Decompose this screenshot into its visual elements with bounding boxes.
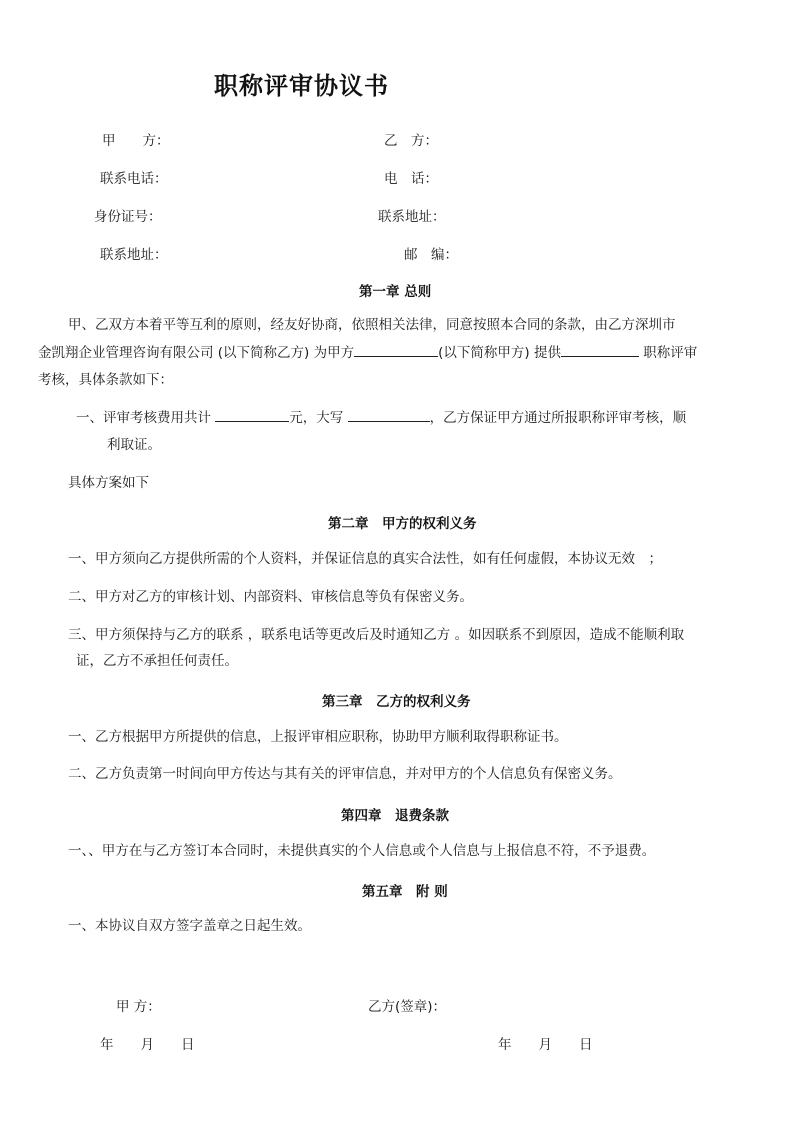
- chapter1-line2-part3: 职称评审: [638, 345, 698, 361]
- chapter1-item1-part1: 一、评审考核费用共计: [76, 410, 216, 426]
- chapter1-paragraph-line3: 考核，具体条款如下：: [38, 372, 173, 388]
- chapter2-item3-line1: 三、甲方须保持与乙方的联系 ，联系电话等更改后及时通知乙方 。如因联系不到原因，造成不能顺利取: [68, 627, 685, 643]
- chapter1-plan: 具体方案如下: [68, 475, 149, 491]
- fill-blank-party-a[interactable]: [354, 342, 438, 357]
- party-b-label: 乙 方：: [384, 133, 438, 149]
- chapter1-paragraph-line1: 甲、乙双方本着平等互利的原则，经友好协商，依照相关法律，同意按照本合同的条款，由乙方深圳市: [68, 317, 676, 333]
- fill-blank-fee-amount[interactable]: [215, 407, 289, 422]
- chapter2-item1: 一、甲方须向乙方提供所需的个人资料，并保证信息的真实合法性，如有任何虚假，本协议无效 ；: [68, 551, 662, 567]
- id-number-label: 身份证号：: [94, 209, 162, 225]
- fill-blank-fee-capital[interactable]: [348, 407, 430, 422]
- chapter1-item1-part2: 元，大写: [289, 410, 348, 426]
- chapter4-heading: 第四章 退费条款: [341, 808, 449, 824]
- party-b-address-label: 联系地址：: [378, 209, 446, 225]
- signature-date-a: 年 月 日: [100, 1037, 195, 1053]
- signature-party-b: 乙方(签章)：: [368, 999, 447, 1015]
- party-a-phone-label: 联系电话：: [100, 171, 168, 187]
- chapter2-item2: 二、甲方对乙方的审核计划、内部资料、审核信息等负有保密义务。: [68, 589, 473, 605]
- chapter1-item1-line2: 利取证。: [107, 437, 161, 453]
- chapter3-item2: 二、乙方负责第一时间向甲方传达与其有关的评审信息，并对甲方的个人信息负有保密义务。: [68, 766, 622, 782]
- chapter1-line2-part1: 金凯翔企业管理咨询有限公司 (以下简称乙方) 为甲方: [38, 345, 355, 361]
- fill-blank-title[interactable]: [561, 342, 639, 357]
- chapter1-item1: [76, 405, 686, 432]
- chapter1-item1-part3: ，乙方保证甲方通过所报职称评审考核，顺: [429, 410, 687, 426]
- party-a-label: 甲 方：: [102, 133, 170, 149]
- document-title: 职称评审协议书: [214, 72, 389, 100]
- signature-date-b: 年 月 日: [498, 1037, 593, 1053]
- party-b-phone-label: 电 话：: [384, 171, 438, 187]
- chapter2-item3-line2: 证，乙方不承担任何责任。: [76, 653, 238, 669]
- party-a-address-label: 联系地址：: [100, 247, 168, 263]
- chapter5-heading: 第五章 附 则: [362, 884, 448, 900]
- signature-party-a: 甲 方：: [116, 999, 161, 1015]
- chapter3-item1: 一、乙方根据甲方所提供的信息，上报评审相应职称，协助甲方顺利取得职称证书。: [68, 729, 568, 745]
- chapter5-item1: 一、本协议自双方签字盖章之日起生效。: [68, 918, 311, 934]
- postcode-label: 邮 编：: [404, 247, 458, 263]
- chapter1-paragraph-line2: [38, 340, 697, 367]
- chapter3-heading: 第三章 乙方的权利义务: [322, 694, 471, 710]
- chapter1-heading: 第一章 总则: [359, 284, 432, 300]
- chapter4-item1: 一、、甲方在与乙方签订本合同时，未提供真实的个人信息或个人信息与上报信息不符，不予退费。: [68, 843, 656, 859]
- chapter2-heading: 第二章 甲方的权利义务: [328, 516, 477, 532]
- chapter1-line2-part2: (以下简称甲方) 提供: [438, 345, 561, 361]
